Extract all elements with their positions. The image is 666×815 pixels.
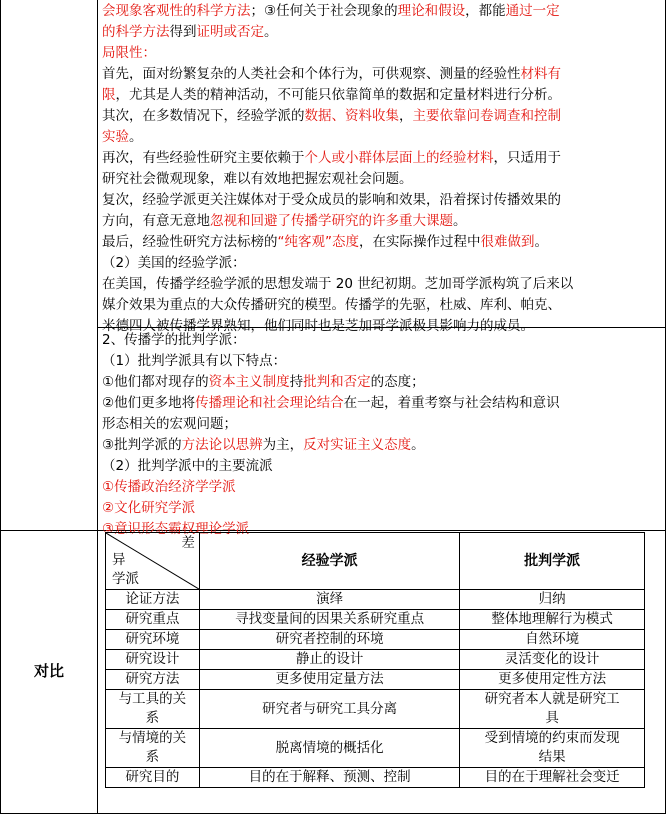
highlight-text: 个人或小群体层面上的经验材料 xyxy=(304,150,494,166)
highlight-text: ③意识形态霸权理论学派 xyxy=(102,521,250,537)
cell-text: 研究者本人就是研究工 xyxy=(484,691,620,707)
highlight-text: 限 xyxy=(102,87,116,103)
cell-text: 灵活变化的设计 xyxy=(504,651,600,667)
body-text: ；③任何关于社会现象的 xyxy=(250,3,398,19)
cell-text: 研究者与研究工具分离 xyxy=(262,700,398,717)
body-text: 首先，面对纷繁复杂的人类社会和个体行为，可供观察、测量的经验性 xyxy=(102,66,521,82)
table-row xyxy=(106,590,645,610)
cell-text: 静止的设计 xyxy=(295,651,364,667)
text-line xyxy=(102,351,650,372)
table-row xyxy=(106,610,645,630)
text-line xyxy=(102,1,650,22)
text-line xyxy=(102,393,650,414)
text-line xyxy=(102,372,650,393)
cell-text: 受到情境的约束而发现 xyxy=(484,730,620,746)
row-item-cell xyxy=(106,650,200,670)
body-text: 在一起，着重考察与社会结构和意识 xyxy=(343,395,560,411)
text-line xyxy=(102,211,650,232)
table-row xyxy=(106,729,645,768)
cell-text: 演绎 xyxy=(316,591,344,607)
highlight-text: 反对实证主义态度 xyxy=(303,437,412,453)
cell-text: 研究者控制的环境 xyxy=(275,631,384,647)
empirical-cell xyxy=(199,590,460,610)
cell-text: 研究重点 xyxy=(125,611,180,627)
body-text: 方向，有意无意地 xyxy=(102,213,210,229)
body-text: ③批判学派的 xyxy=(102,437,182,453)
body-text: 再次，有些经验性研究主要依赖于 xyxy=(102,150,305,166)
corner-diff: 差 xyxy=(181,535,195,551)
body-text: 在美国，传播学经验学派的思想发端于 20 世纪初期。芝加哥学派构筑了后来以 xyxy=(102,276,574,292)
critical-school-section xyxy=(102,330,650,540)
cell-text: 研究设计 xyxy=(125,651,180,667)
body-text: 。 xyxy=(453,213,467,229)
table-row xyxy=(106,670,645,690)
row-item-cell xyxy=(106,670,200,690)
body-text: （2）批判学派中的主要流派 xyxy=(102,458,273,474)
text-line xyxy=(102,498,650,519)
highlight-text: 数据、资料收集 xyxy=(304,108,399,124)
cell-text: 目的在于理解社会变迁 xyxy=(484,769,620,785)
critical-cell xyxy=(460,729,645,768)
text-line xyxy=(102,85,650,106)
body-text: ②他们更多地将 xyxy=(102,395,196,411)
body-text: ，都能 xyxy=(465,3,506,19)
body-text: ， xyxy=(399,108,413,124)
empirical-cell xyxy=(199,729,460,768)
highlight-text: 忽视和回避了传播学研究的许多重大课题 xyxy=(210,213,453,229)
comparison-table xyxy=(105,532,645,788)
body-text: ，在实际操作过程中 xyxy=(359,234,481,250)
text-line xyxy=(102,190,650,211)
empirical-cell xyxy=(199,690,460,729)
row-item-cell xyxy=(106,610,200,630)
text-line xyxy=(102,43,650,64)
cell-text: 结果 xyxy=(538,749,566,765)
cell-text: 系 xyxy=(145,710,160,726)
row-item-cell xyxy=(106,690,200,729)
body-text: ①他们都对现存的 xyxy=(102,374,209,390)
highlight-text: 很难做到 xyxy=(480,234,535,250)
critical-cell xyxy=(460,768,645,788)
table-row xyxy=(106,630,645,650)
body-text: 得到 xyxy=(169,24,197,40)
highlight-text: 主要依靠问卷调查和控制 xyxy=(412,108,561,124)
cell-text: 更多使用定量方法 xyxy=(275,671,384,687)
body-text: 。 xyxy=(129,129,143,145)
critical-cell xyxy=(460,670,645,690)
empirical-cell xyxy=(199,610,460,630)
table-header-row xyxy=(106,533,645,590)
text-line xyxy=(102,253,650,274)
left-label-column xyxy=(1,0,98,813)
highlight-text: 证明或否定 xyxy=(196,24,264,40)
table-row xyxy=(106,690,645,729)
table-row xyxy=(106,768,645,788)
body-text: 媒介效果为重点的大众传播研究的模型。传播学的先驱，杜威、库利、帕克、 xyxy=(102,297,561,313)
highlight-text: 资本主义制度 xyxy=(208,374,290,390)
cell-text: 具 xyxy=(545,710,559,726)
text-line xyxy=(102,232,650,253)
empirical-school-section xyxy=(102,1,650,337)
highlight-text: 通过一定 xyxy=(505,3,560,19)
text-line xyxy=(102,106,650,127)
highlight-text: “纯客观”态度 xyxy=(277,234,359,250)
text-line xyxy=(102,127,650,148)
text-line xyxy=(102,477,650,498)
header-critical: 批判学派 xyxy=(460,533,645,590)
row-item-cell xyxy=(106,630,200,650)
highlight-text: 理论和假设 xyxy=(397,3,466,19)
text-line xyxy=(102,64,650,85)
body-text: 。 xyxy=(411,437,425,453)
cell-text: 与工具的关 xyxy=(118,691,187,707)
highlight-text: 会现象客观性的科学方法 xyxy=(102,3,251,19)
body-text: 最后，经验性研究方法标榜的 xyxy=(102,234,278,250)
diagonal-header-cell xyxy=(106,533,200,590)
highlight-text: 局限性： xyxy=(102,45,156,61)
text-line xyxy=(102,169,650,190)
body-text: 其次，在多数情况下，经验学派的 xyxy=(102,108,305,124)
cell-text: 整体地理解行为模式 xyxy=(491,611,613,627)
critical-cell xyxy=(460,630,645,650)
text-line xyxy=(102,414,650,435)
critical-cell xyxy=(460,690,645,729)
cell-text: 目的在于解释、预测、控制 xyxy=(248,769,411,785)
row-item-cell xyxy=(106,729,200,768)
corner-yi: 异 xyxy=(112,552,126,568)
corner-school: 学派 xyxy=(112,571,139,587)
body-text: 为主， xyxy=(262,437,304,453)
body-text: 。 xyxy=(534,234,548,250)
text-line xyxy=(102,330,650,351)
text-line xyxy=(102,435,650,456)
body-text: ，尤其是人类的精神活动，不可能只依靠简单的数据和定量材料进行分析。 xyxy=(115,87,561,103)
cell-text: 研究环境 xyxy=(125,631,180,647)
body-text: 2、传播学的批判学派： xyxy=(102,332,246,348)
empirical-cell xyxy=(199,768,460,788)
body-text: 的态度； xyxy=(370,374,425,390)
highlight-text: ①传播政治经济学学派 xyxy=(102,479,236,495)
critical-cell xyxy=(460,590,645,610)
cell-text: 论证方法 xyxy=(125,591,180,607)
empirical-cell xyxy=(199,630,460,650)
highlight-text: 的科学方法 xyxy=(102,24,170,40)
text-line xyxy=(102,295,650,316)
cell-text: 自然环境 xyxy=(525,631,580,647)
comparison-label: 对比 xyxy=(33,662,64,680)
row-item-cell xyxy=(106,590,200,610)
body-text: （2）美国的经验学派： xyxy=(102,255,246,271)
body-text: 。 xyxy=(264,24,278,40)
text-line xyxy=(102,456,650,477)
body-text: 形态相关的宏观问题； xyxy=(102,416,237,432)
body-text: （1）批判学派具有以下特点： xyxy=(102,353,287,369)
text-line xyxy=(102,22,650,43)
body-text: 研究社会微观现象，难以有效地把握宏观社会问题。 xyxy=(102,171,413,187)
body-text: 米德四人被传播学界熟知，他们同时也是芝加哥学派极具影响力的成员。 xyxy=(102,318,534,334)
text-line xyxy=(102,148,650,169)
critical-cell xyxy=(460,650,645,670)
empirical-cell xyxy=(199,650,460,670)
header-empirical: 经验学派 xyxy=(199,533,460,590)
highlight-text: 材料有 xyxy=(520,66,561,82)
critical-cell xyxy=(460,610,645,630)
cell-text: 寻找变量间的因果关系研究重点 xyxy=(235,611,425,627)
highlight-text: ②文化研究学派 xyxy=(102,500,196,516)
cell-text: 与情境的关 xyxy=(118,730,187,746)
cell-text: 研究方法 xyxy=(125,671,180,687)
cell-text: 研究目的 xyxy=(125,769,180,785)
body-text: 持 xyxy=(289,374,304,390)
body-text: ，只适用于 xyxy=(493,150,561,166)
text-line xyxy=(102,274,650,295)
highlight-text: 方法论以思辨 xyxy=(181,437,263,453)
cell-text: 系 xyxy=(145,749,160,765)
highlight-text: 传播理论和社会理论结合 xyxy=(195,395,344,411)
highlight-text: 实验 xyxy=(102,129,129,145)
row-item-cell xyxy=(106,768,200,788)
cell-text: 脱离情境的概括化 xyxy=(275,739,384,756)
empirical-cell xyxy=(199,670,460,690)
cell-text: 归纳 xyxy=(538,591,566,607)
body-text: 复次，经验学派更关注媒体对于受众成员的影响和效果，沿着探讨传播效果的 xyxy=(102,192,561,208)
table-row xyxy=(106,650,645,670)
cell-text: 更多使用定性方法 xyxy=(498,671,607,687)
highlight-text: 批判和否定 xyxy=(303,374,371,390)
